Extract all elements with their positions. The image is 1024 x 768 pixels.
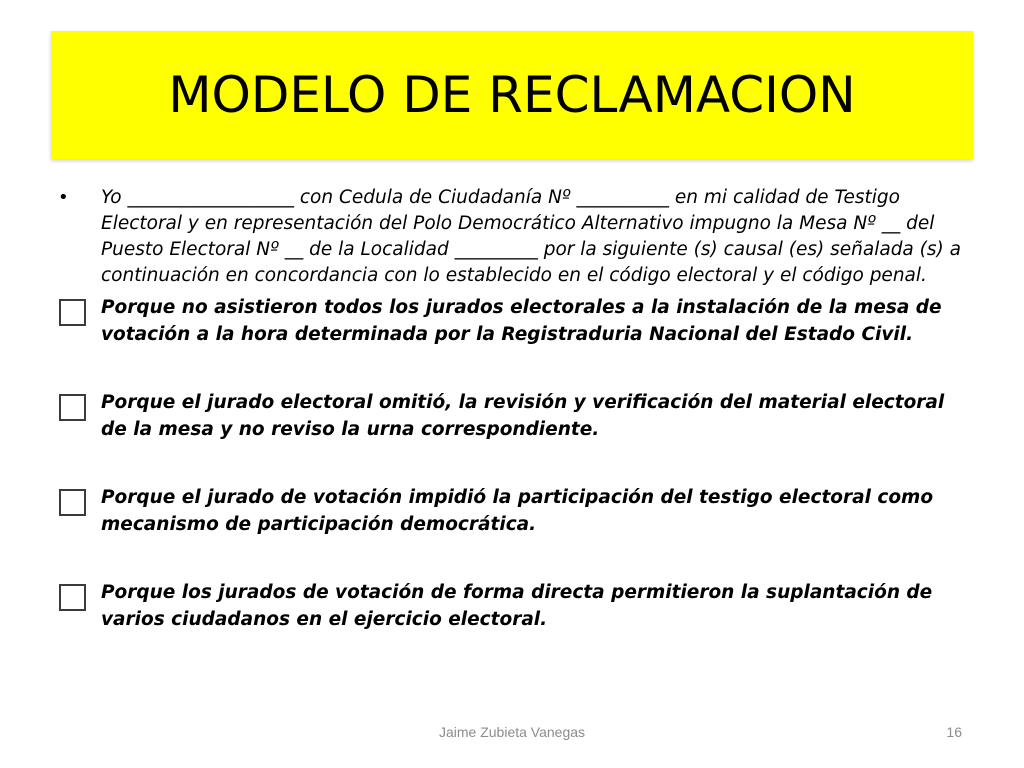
checkbox-icon[interactable]	[59, 299, 86, 326]
footer-author: Jaime Zubieta Vanegas	[438, 724, 586, 740]
checkbox-icon[interactable]	[59, 489, 86, 516]
title-banner	[51, 31, 973, 159]
option-item	[54, 579, 974, 633]
option-item	[54, 294, 974, 348]
checkbox-icon[interactable]	[59, 584, 86, 611]
bullet-icon: •	[58, 187, 69, 208]
intro-text: Yo __________________ con Cedula de Ciudadanía Nº __________ en mi calidad de Testigo Electoral y en representación del Polo Democrático Alternativo impugno la Mesa Nº __ del Puesto Electoral Nº __ de la Localidad _________ por la siguiente (s) causal (es) señalada (s) a continuación en concordancia con lo establecido en el código electoral y el código penal.	[101, 187, 961, 286]
checkbox-icon[interactable]	[59, 394, 86, 421]
option-text: Porque el jurado electoral omitió, la revisión y verificación del material electoral de la mesa y no reviso la urna correspondiente.	[101, 392, 945, 440]
option-text: Porque los jurados de votación de forma directa permitieron la suplantación de varios ciudadanos en el ejercicio electoral.	[101, 582, 933, 630]
option-item	[54, 389, 974, 443]
page-number: 16	[946, 724, 962, 740]
option-text: Porque no asistieron todos los jurados electorales a la instalación de la mesa de votación a la hora determinada por la Registraduria Nacional del Estado Civil.	[101, 297, 942, 345]
slide-body	[54, 185, 974, 674]
option-item	[54, 484, 974, 538]
intro-paragraph	[54, 185, 974, 289]
option-text: Porque el jurado de votación impidió la participación del testigo electoral como mecanismo de participación democrática.	[101, 487, 934, 535]
slide-title: MODELO DE RECLAMACION	[168, 66, 856, 124]
